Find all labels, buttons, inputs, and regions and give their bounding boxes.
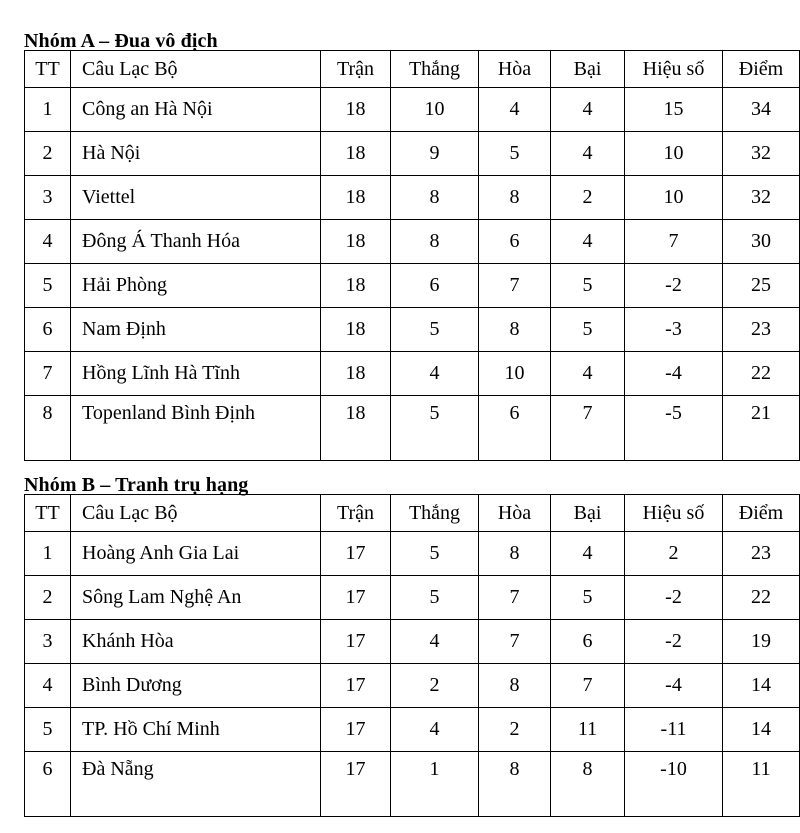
cell-club-name: Đà Nẵng bbox=[71, 752, 321, 817]
column-header-rank: TT bbox=[25, 495, 71, 532]
cell-played: 17 bbox=[321, 532, 391, 576]
cell-goal-difference: 7 bbox=[625, 220, 723, 264]
cell-goal-difference: -5 bbox=[625, 396, 723, 461]
cell-club-name: Topenland Bình Định bbox=[71, 396, 321, 461]
cell-win: 8 bbox=[391, 220, 479, 264]
cell-goal-difference: -2 bbox=[625, 620, 723, 664]
cell-points: 11 bbox=[723, 752, 800, 817]
column-header-draw: Hòa bbox=[479, 495, 551, 532]
cell-win: 6 bbox=[391, 264, 479, 308]
table-row bbox=[25, 220, 800, 264]
cell-win: 4 bbox=[391, 352, 479, 396]
cell-win: 8 bbox=[391, 176, 479, 220]
column-header-rank: TT bbox=[25, 51, 71, 88]
column-header-goal-difference: Hiệu số bbox=[625, 51, 723, 88]
cell-loss: 8 bbox=[551, 752, 625, 817]
column-header-club: Câu Lạc Bộ bbox=[71, 51, 321, 88]
cell-club-name: TP. Hồ Chí Minh bbox=[71, 708, 321, 752]
cell-points: 25 bbox=[723, 264, 800, 308]
cell-club-name: Hồng Lĩnh Hà Tĩnh bbox=[71, 352, 321, 396]
cell-rank: 3 bbox=[25, 176, 71, 220]
cell-played: 18 bbox=[321, 352, 391, 396]
cell-draw: 8 bbox=[479, 176, 551, 220]
cell-points: 30 bbox=[723, 220, 800, 264]
cell-club-name: Công an Hà Nội bbox=[71, 88, 321, 132]
cell-loss: 11 bbox=[551, 708, 625, 752]
group-a-table-wrapper bbox=[24, 50, 800, 461]
cell-loss: 5 bbox=[551, 264, 625, 308]
cell-draw: 5 bbox=[479, 132, 551, 176]
column-header-played: Trận bbox=[321, 51, 391, 88]
cell-club-name: Hoàng Anh Gia Lai bbox=[71, 532, 321, 576]
table-row bbox=[25, 708, 800, 752]
cell-club-name: Hải Phòng bbox=[71, 264, 321, 308]
cell-loss: 4 bbox=[551, 352, 625, 396]
cell-draw: 8 bbox=[479, 308, 551, 352]
cell-rank: 8 bbox=[25, 396, 71, 461]
table-row bbox=[25, 264, 800, 308]
cell-win: 1 bbox=[391, 752, 479, 817]
cell-club-name: Hà Nội bbox=[71, 132, 321, 176]
group-a-title: Nhóm A – Đua vô địch bbox=[24, 29, 218, 52]
table-row bbox=[25, 620, 800, 664]
cell-win: 5 bbox=[391, 532, 479, 576]
cell-goal-difference: 15 bbox=[625, 88, 723, 132]
group-b-title: Nhóm B – Tranh trụ hạng bbox=[24, 473, 249, 496]
cell-goal-difference: -11 bbox=[625, 708, 723, 752]
column-header-points: Điểm bbox=[723, 495, 800, 532]
cell-club-name: Bình Dương bbox=[71, 664, 321, 708]
table-row bbox=[25, 532, 800, 576]
column-header-win: Thắng bbox=[391, 495, 479, 532]
cell-loss: 4 bbox=[551, 532, 625, 576]
cell-points: 32 bbox=[723, 132, 800, 176]
cell-loss: 6 bbox=[551, 620, 625, 664]
cell-loss: 2 bbox=[551, 176, 625, 220]
column-header-loss: Bại bbox=[551, 51, 625, 88]
cell-club-name: Nam Định bbox=[71, 308, 321, 352]
cell-win: 9 bbox=[391, 132, 479, 176]
cell-draw: 7 bbox=[479, 264, 551, 308]
table-row bbox=[25, 396, 800, 461]
cell-rank: 3 bbox=[25, 620, 71, 664]
cell-rank: 7 bbox=[25, 352, 71, 396]
table-row bbox=[25, 132, 800, 176]
column-header-win: Thắng bbox=[391, 51, 479, 88]
cell-club-name: Đông Á Thanh Hóa bbox=[71, 220, 321, 264]
column-header-points: Điểm bbox=[723, 51, 800, 88]
table-header-row bbox=[25, 495, 800, 532]
cell-rank: 2 bbox=[25, 576, 71, 620]
cell-played: 18 bbox=[321, 308, 391, 352]
cell-played: 18 bbox=[321, 264, 391, 308]
table-row bbox=[25, 576, 800, 620]
group-a-table-body bbox=[25, 88, 800, 461]
cell-points: 22 bbox=[723, 352, 800, 396]
cell-win: 2 bbox=[391, 664, 479, 708]
cell-goal-difference: -10 bbox=[625, 752, 723, 817]
cell-draw: 7 bbox=[479, 576, 551, 620]
cell-draw: 8 bbox=[479, 532, 551, 576]
cell-goal-difference: -3 bbox=[625, 308, 723, 352]
cell-draw: 2 bbox=[479, 708, 551, 752]
group-b-table-body bbox=[25, 532, 800, 817]
column-header-draw: Hòa bbox=[479, 51, 551, 88]
cell-goal-difference: -4 bbox=[625, 664, 723, 708]
cell-points: 19 bbox=[723, 620, 800, 664]
table-row bbox=[25, 352, 800, 396]
cell-goal-difference: 10 bbox=[625, 132, 723, 176]
cell-played: 18 bbox=[321, 176, 391, 220]
table-header-row bbox=[25, 51, 800, 88]
group-b-standings-table bbox=[24, 494, 800, 817]
cell-rank: 4 bbox=[25, 220, 71, 264]
cell-goal-difference: -4 bbox=[625, 352, 723, 396]
cell-goal-difference: 2 bbox=[625, 532, 723, 576]
cell-points: 22 bbox=[723, 576, 800, 620]
cell-win: 10 bbox=[391, 88, 479, 132]
cell-points: 14 bbox=[723, 664, 800, 708]
column-header-loss: Bại bbox=[551, 495, 625, 532]
cell-win: 4 bbox=[391, 708, 479, 752]
cell-rank: 4 bbox=[25, 664, 71, 708]
table-row bbox=[25, 88, 800, 132]
cell-played: 17 bbox=[321, 620, 391, 664]
cell-points: 23 bbox=[723, 308, 800, 352]
cell-draw: 6 bbox=[479, 220, 551, 264]
cell-rank: 6 bbox=[25, 752, 71, 817]
group-a-standings-table bbox=[24, 50, 800, 461]
cell-played: 18 bbox=[321, 132, 391, 176]
cell-loss: 5 bbox=[551, 576, 625, 620]
cell-loss: 5 bbox=[551, 308, 625, 352]
cell-club-name: Viettel bbox=[71, 176, 321, 220]
cell-rank: 6 bbox=[25, 308, 71, 352]
cell-played: 17 bbox=[321, 752, 391, 817]
table-row bbox=[25, 752, 800, 817]
cell-loss: 7 bbox=[551, 396, 625, 461]
cell-rank: 2 bbox=[25, 132, 71, 176]
table-row bbox=[25, 308, 800, 352]
cell-rank: 1 bbox=[25, 88, 71, 132]
cell-win: 4 bbox=[391, 620, 479, 664]
cell-loss: 4 bbox=[551, 88, 625, 132]
group-a-table-head bbox=[25, 51, 800, 88]
cell-played: 17 bbox=[321, 664, 391, 708]
cell-win: 5 bbox=[391, 396, 479, 461]
cell-draw: 8 bbox=[479, 664, 551, 708]
cell-points: 32 bbox=[723, 176, 800, 220]
cell-goal-difference: 10 bbox=[625, 176, 723, 220]
table-row bbox=[25, 664, 800, 708]
cell-goal-difference: -2 bbox=[625, 576, 723, 620]
cell-points: 34 bbox=[723, 88, 800, 132]
cell-rank: 1 bbox=[25, 532, 71, 576]
cell-win: 5 bbox=[391, 308, 479, 352]
cell-rank: 5 bbox=[25, 264, 71, 308]
column-header-played: Trận bbox=[321, 495, 391, 532]
cell-club-name: Khánh Hòa bbox=[71, 620, 321, 664]
cell-points: 14 bbox=[723, 708, 800, 752]
cell-draw: 6 bbox=[479, 396, 551, 461]
cell-played: 18 bbox=[321, 88, 391, 132]
cell-loss: 4 bbox=[551, 132, 625, 176]
column-header-club: Câu Lạc Bộ bbox=[71, 495, 321, 532]
group-b-table-head bbox=[25, 495, 800, 532]
cell-loss: 7 bbox=[551, 664, 625, 708]
column-header-goal-difference: Hiệu số bbox=[625, 495, 723, 532]
group-b-table-wrapper bbox=[24, 494, 800, 817]
cell-draw: 4 bbox=[479, 88, 551, 132]
cell-draw: 7 bbox=[479, 620, 551, 664]
cell-played: 17 bbox=[321, 708, 391, 752]
cell-played: 18 bbox=[321, 220, 391, 264]
cell-points: 21 bbox=[723, 396, 800, 461]
cell-rank: 5 bbox=[25, 708, 71, 752]
cell-goal-difference: -2 bbox=[625, 264, 723, 308]
cell-points: 23 bbox=[723, 532, 800, 576]
cell-played: 17 bbox=[321, 576, 391, 620]
cell-loss: 4 bbox=[551, 220, 625, 264]
table-row bbox=[25, 176, 800, 220]
cell-draw: 8 bbox=[479, 752, 551, 817]
cell-played: 18 bbox=[321, 396, 391, 461]
cell-draw: 10 bbox=[479, 352, 551, 396]
cell-club-name: Sông Lam Nghệ An bbox=[71, 576, 321, 620]
cell-win: 5 bbox=[391, 576, 479, 620]
